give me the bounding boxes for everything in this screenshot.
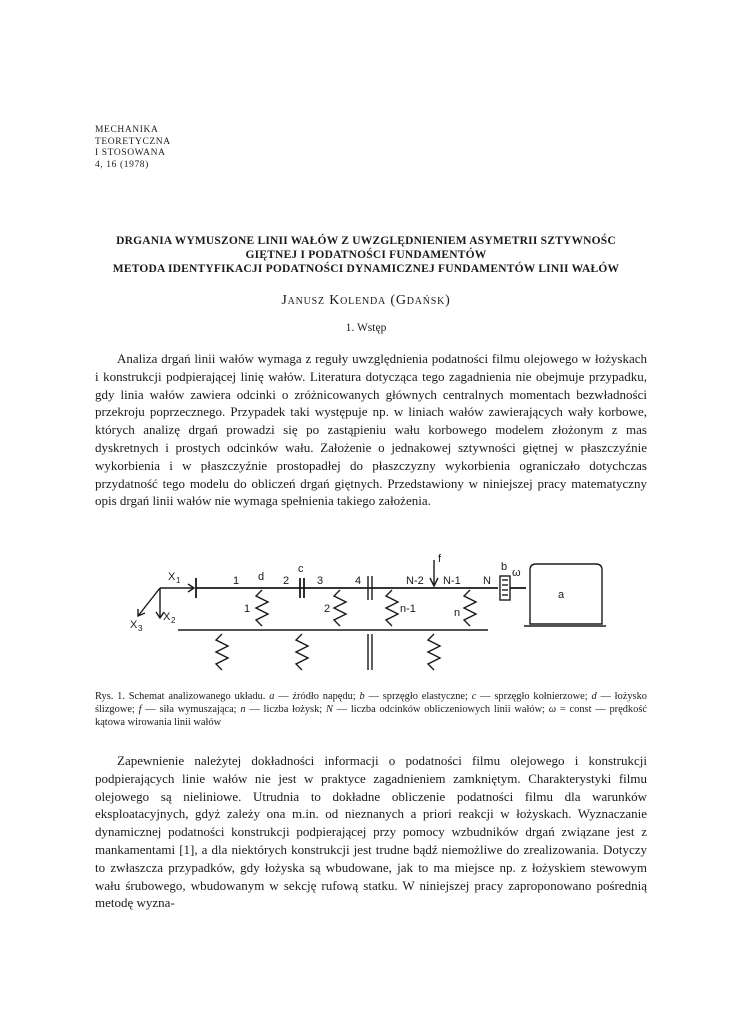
axis-x1-sub: 1 — [176, 576, 181, 585]
omega-label: ω — [512, 567, 521, 579]
caption-sym-d: d — [591, 691, 597, 702]
bearing-label-d: d — [258, 571, 265, 583]
segment-n1-label: N-1 — [443, 575, 461, 587]
foundation-spring-2 — [296, 634, 308, 670]
caption-def-N: — liczba odcinków obliczeniowych linii wałów; — [332, 704, 549, 715]
paragraph-second: Zapewnienie należytej dokładności informacji o podatności filmu olejowego i konstrukcji podpierających linie wałów nie jest w praktyce zagadnieniem zamkniętym. Charakterystyki filmu olejowego są nieliniowe. Utrudnia to dokładne obliczenie podatności filmu dla warunków eksploatacyjnych, gdyż zależy ona m.in. od nieznanych a priori reakcji w łożyskach. Wyznaczanie dynamicznej podatności konstrukcji podpierającej przy pomocy wzbudników drgań związane jest z mankamentami [1], a dla niektórych konstrukcji jest trudne bądź niemożliwe do zrealizowania. Dotyczy to zwłaszcza przypadków, gdy łożyska są wbudowane, jak to ma miejsce np. z łożyskiem stewowym wału śrubowego, wbudowanym w sekcję rufową statku. W niniejszej pracy zaproponowano pośrednią metodę wyzna- — [95, 753, 647, 911]
journal-name-line2: TEORETYCZNA — [95, 136, 171, 147]
figure-caption — [95, 690, 647, 729]
journal-info — [95, 125, 171, 171]
section-heading: 1. Wstęp — [345, 322, 387, 334]
journal-name-line1: MECHANIKA — [95, 125, 159, 135]
bearing-number-2: 2 — [324, 603, 331, 615]
caption-def-f: — siła wymuszająca; — [141, 704, 241, 715]
bearing-number-1: 1 — [244, 603, 251, 615]
caption-def-n: — liczba łożysk; — [245, 704, 326, 715]
bearing-spring-n1 — [386, 590, 398, 626]
axis-x1-label: X — [168, 571, 176, 583]
caption-def-b: — sprzęgło elastyczne; — [364, 691, 472, 702]
caption-def-d: — łożysko ślizgowe; — [95, 691, 647, 715]
bearing-number-n: n — [454, 607, 461, 619]
bearing-spring-2 — [334, 590, 346, 626]
caption-sym-a: a — [269, 691, 275, 702]
caption-def-a: — źródło napędu; — [274, 691, 360, 702]
bearing-spring-n — [464, 590, 476, 626]
journal-name-line3: I STOSOWANA — [95, 148, 166, 158]
force-label-f: f — [438, 553, 442, 565]
figure-schematic — [118, 548, 608, 693]
caption-intro: Schemat analizowanego układu. — [124, 691, 270, 702]
caption-sym-n: n — [240, 704, 246, 715]
segment-n2-label: N-2 — [406, 575, 424, 587]
axis-x3-label: X — [130, 619, 138, 631]
caption-sym-omega: ω — [548, 704, 557, 715]
drive-label-a: a — [558, 589, 565, 601]
journal-volume: 4, 16 (1978) — [95, 159, 149, 170]
title-line3: METODA IDENTYFIKACJI PODATNOŚCI DYNAMICZNEJ FUNDAMENTÓW LINII WAŁÓW — [112, 263, 620, 275]
foundation-spring-n — [428, 634, 440, 670]
bearing-number-n1: n-1 — [400, 603, 416, 615]
segment-1-label: 1 — [233, 575, 240, 587]
segment-2-label: 2 — [283, 575, 290, 587]
caption-sym-f: f — [138, 704, 142, 715]
segment-n-label: N — [483, 575, 491, 587]
segment-4-label: 4 — [355, 575, 362, 587]
caption-sym-N: N — [325, 704, 333, 715]
caption-label: Rys. 1. — [95, 691, 125, 702]
axis-x3-sub: 3 — [138, 624, 143, 633]
drive-source-box — [530, 564, 602, 624]
author: Janusz Kolenda (Gdańsk) — [281, 293, 451, 308]
caption-def-omega: = const — prędkość kątowa wirowania linii wałów — [95, 704, 647, 728]
paper-title — [60, 234, 672, 276]
axis-x2-label: X — [163, 611, 171, 623]
title-line2: GIĘTNEJ I PODATNOŚCI FUNDAMENTÓW — [245, 249, 487, 261]
paragraph-intro: Analiza drgań linii wałów wymaga z reguły uwzględnienia podatności filmu olejowego w łożyskach i konstrukcji podpierającej linię wałów. Literatura dotycząca tego zagadnienia nie obejmuje przypadku, gdy linia wałów zawiera odcinki o zróżnicowanych głównych centralnych momentach bezwładności przekroju poprzecznego. Przypadek taki występuje np. w liniach wałów zawierających wały korbowe, których analizę drgań prowadzi się po zastąpieniu wału korbowego modelem złożonym z mas dyskretnych i prostych odcinków wału. Założenie o jednakowej sztywności giętnej w płaszczyźnie wykorbienia i w płaszczyźnie prostopadłej do płaszczyzny wykorbienia ograniczało dotychczas przydatność tego modelu do obliczeń drgań giętnych. Przedstawiony w niniejszej pracy matematyczny opis drgań linii wałów nie wymaga spełnienia takiego założenia. — [95, 351, 647, 509]
segment-3-label: 3 — [317, 575, 324, 587]
coupling-label-b: b — [501, 561, 508, 573]
bearing-spring-1 — [256, 590, 268, 626]
caption-def-c: — sprzęgło kołnierzowe; — [476, 691, 592, 702]
foundation-spring-1 — [216, 634, 228, 670]
title-line1: DRGANIA WYMUSZONE LINII WAŁÓW Z UWZGLĘDNIENIEM ASYMETRII SZTYWNOŚC — [116, 235, 616, 247]
caption-sym-c: c — [471, 691, 477, 702]
axis-x2-sub: 2 — [171, 616, 176, 625]
caption-sym-b: b — [359, 691, 365, 702]
coupling-label-c: c — [298, 563, 304, 575]
